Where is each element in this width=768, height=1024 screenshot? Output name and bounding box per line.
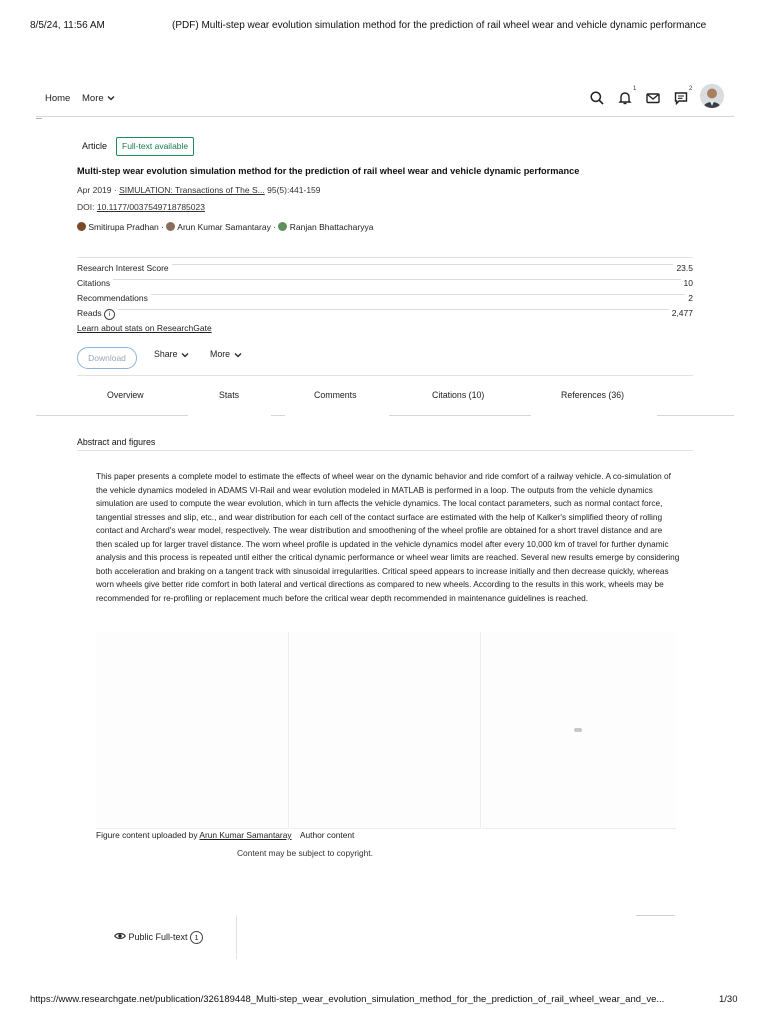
share-label: Share — [154, 349, 178, 359]
figure-thumbnail[interactable] — [290, 632, 481, 829]
figure-uploader-link[interactable]: Arun Kumar Samantaray — [199, 830, 292, 840]
journal-link[interactable]: SIMULATION: Transactions of The S... — [119, 185, 265, 195]
author-separator: · — [161, 222, 164, 232]
notification-count-badge: 1 — [633, 86, 637, 92]
author-avatar[interactable] — [77, 222, 86, 231]
stats-top-divider — [77, 257, 693, 258]
short-divider — [636, 915, 675, 916]
learn-stats-link[interactable]: Learn about stats on ResearchGate — [77, 323, 212, 333]
chat-icon[interactable] — [673, 90, 689, 106]
tab-underline — [657, 415, 734, 416]
abstract-text: This paper presents a complete model to estimate the effects of wheel wear on the dynamic behavior and ride comfort of a railway vehicle. A co-simulation of the vehicle dynamics modeled in ADAMS VI-Rail and wear evolution modeled in MATLAB is performed in a loop. The outputs from the vehicle dynamics simulation are used to compute the wear evolution, which in turn affects the vehicle dynamics. The local contact parameters, such as normal contact force, tangential stresses and slip, etc., and wear distribution for each cell of the contact surface are estimated with the help of Kalker's simplified theory of rolling contact and Archard's wear model, respectively. The wear distribution and smoothening of the wheel profile are obtained for a short travel distance and are then scaled up for larger travel distance. The worn wheel profile is updated in the vehicle dynamics model after every 10,000 km of travel for further dynamic analysis and this process is repeated until either the critical dynamic performance or wheel wear limits are reached. Several new results emerge by considering both acceleration and braking on a tangent track with sinusoidal irregularities. Critical speed appears to increase initially and then decrease quickly, whereas worn wheels give better ride comfort in both lateral and vertical directions as compared to new wheels. According to the results in this work, wheels may be recommended for re-profiling or replacement much before the critical wear depth recommended in maintenance guidelines is reached. — [96, 471, 680, 603]
section-heading-divider — [77, 450, 693, 451]
search-icon[interactable] — [589, 90, 605, 106]
stat-label: Citations — [77, 278, 113, 288]
stat-row-research-interest — [77, 263, 693, 277]
stat-value: 2 — [685, 293, 693, 303]
nav-divider-tick — [36, 118, 42, 119]
figure-uploaded-by-label: Figure content uploaded by — [96, 830, 198, 840]
stat-value: 23.5 — [673, 263, 693, 273]
bell-icon[interactable] — [617, 90, 633, 106]
author-name[interactable]: Smitirupa Pradhan — [88, 222, 159, 232]
author-avatar[interactable] — [278, 222, 287, 231]
public-fulltext-count: 1 — [190, 931, 203, 944]
tab-underline — [271, 415, 285, 416]
public-fulltext-label: Public Full-text — [128, 932, 188, 942]
stat-value: 10 — [681, 278, 693, 288]
figure-thumbnail[interactable] — [96, 632, 289, 829]
nav-home-link[interactable]: Home — [45, 93, 71, 104]
tab-stats[interactable]: Stats — [219, 390, 240, 400]
article-publication-line — [77, 185, 321, 195]
print-datetime: 8/5/24, 11:56 AM — [30, 20, 105, 31]
stat-label — [77, 308, 118, 320]
tab-references[interactable]: References (36) — [561, 390, 625, 400]
print-footer-url: https://www.researchgate.net/publication/326189448_Multi-step_wear_evolution_simulation_method_for_the_prediction_of_rail_wheel_wear_and_ve... — [30, 994, 665, 1005]
tab-underline — [36, 415, 188, 416]
vertical-divider — [236, 915, 237, 959]
figure-placeholder-mark — [574, 728, 582, 732]
article-volume: 95(5):441-159 — [267, 185, 321, 195]
nav-more-label: More — [82, 93, 104, 104]
stat-value: 2,477 — [669, 308, 693, 318]
author-list — [77, 222, 373, 232]
author-avatar[interactable] — [166, 222, 175, 231]
article-doi-line — [77, 202, 205, 212]
stat-label-text: Reads — [77, 308, 102, 318]
stat-row-line — [77, 309, 693, 310]
actions-divider — [77, 375, 693, 376]
stat-label: Research Interest Score — [77, 263, 172, 273]
nav-divider — [36, 116, 734, 117]
chevron-down-icon — [233, 350, 243, 360]
public-fulltext-link[interactable] — [114, 931, 203, 944]
fulltext-available-badge: Full-text available — [116, 137, 194, 156]
author-name[interactable]: Ranjan Bhattacharyya — [289, 222, 374, 232]
more-actions-menu[interactable] — [210, 349, 243, 360]
message-count-badge: 2 — [689, 86, 693, 92]
stat-label: Recommendations — [77, 293, 151, 303]
article-date: Apr 2019 · — [77, 185, 117, 195]
author-separator: · — [273, 222, 277, 232]
author-content-label: Author content — [299, 830, 355, 840]
stat-row-line — [77, 294, 693, 295]
tab-citations[interactable]: Citations (10) — [432, 390, 485, 400]
stat-row-line — [77, 279, 693, 280]
download-button[interactable]: Download — [77, 347, 137, 369]
copyright-note: Content may be subject to copyright. — [237, 848, 373, 858]
print-page-title: (PDF) Multi-step wear evolution simulation method for the prediction of rail wheel wear and vehicle dynamic performance — [172, 20, 707, 31]
figure-upload-line — [96, 830, 354, 840]
chevron-down-icon — [106, 93, 116, 103]
tab-overview[interactable]: Overview — [107, 390, 144, 400]
eye-icon — [114, 931, 126, 941]
author-name[interactable]: Arun Kumar Samantaray — [177, 222, 271, 232]
doi-link[interactable]: 10.1177/0037549718785023 — [96, 202, 205, 212]
article-type-label: Article — [82, 141, 108, 151]
doi-label: DOI: — [77, 202, 95, 212]
avatar[interactable] — [700, 84, 724, 108]
more-label: More — [210, 349, 231, 359]
section-heading: Abstract and figures — [77, 437, 156, 447]
tab-comments[interactable]: Comments — [314, 390, 357, 400]
info-icon[interactable]: i — [104, 309, 115, 320]
article-title: Multi-step wear evolution simulation method for the prediction of rail wheel wear and vehicle dynamic performance — [77, 166, 580, 176]
print-page-number: 1/30 — [719, 994, 738, 1005]
share-menu[interactable] — [154, 349, 190, 360]
figure-thumbnail[interactable] — [482, 632, 676, 829]
stat-row-citations — [77, 278, 693, 292]
mail-icon[interactable] — [645, 90, 661, 106]
tab-underline — [389, 415, 531, 416]
nav-more-menu[interactable] — [82, 93, 116, 104]
chevron-down-icon — [180, 350, 190, 360]
stat-row-reads — [77, 308, 693, 322]
stat-row-recommendations — [77, 293, 693, 307]
